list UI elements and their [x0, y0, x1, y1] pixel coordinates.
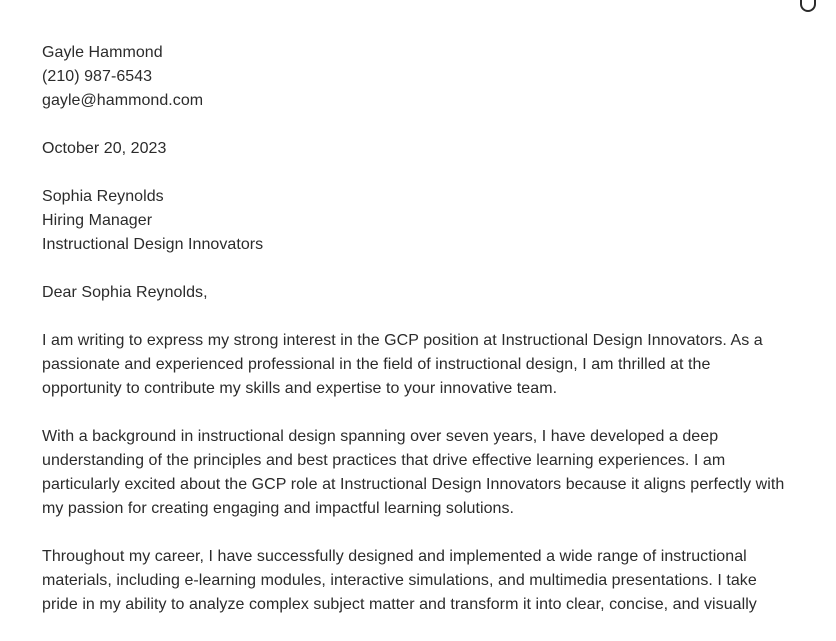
paragraph-line: I am writing to express my strong interest in the GCP position at Instructional Design Innovators. As a	[42, 332, 763, 349]
paragraph-line: understanding of the principles and best practices that drive effective learning experiences. I am	[42, 452, 726, 469]
paragraph-line: With a background in instructional design spanning over seven years, I have developed a deep	[42, 428, 719, 445]
paragraph-line: particularly excited about the GCP role at Instructional Design Innovators because it aligns perfectly with	[42, 476, 785, 493]
paragraph-line: my passion for creating engaging and impactful learning solutions.	[42, 500, 515, 517]
paragraph-line: pride in my ability to analyze complex subject matter and transform it into clear, concise, and visually	[42, 596, 757, 613]
salutation-block	[42, 281, 794, 305]
sender-phone: (210) 987-6543	[42, 68, 153, 85]
recipient-company: Instructional Design Innovators	[42, 236, 264, 253]
recipient-title: Hiring Manager	[42, 212, 153, 229]
paragraph-line: Throughout my career, I have successfully designed and implemented a wide range of instructional	[42, 548, 747, 565]
corner-edge-icon	[800, 0, 816, 12]
sender-block	[42, 41, 794, 113]
recipient-block	[42, 185, 794, 257]
salutation: Dear Sophia Reynolds,	[42, 284, 208, 301]
paragraph-line: passionate and experienced professional in the field of instructional design, I am thrilled at the	[42, 356, 711, 373]
paragraph-line: materials, including e-learning modules, interactive simulations, and multimedia presentations. I take	[42, 572, 757, 589]
recipient-name: Sophia Reynolds	[42, 188, 164, 205]
body-paragraph-1	[42, 329, 794, 401]
body-paragraph-2	[42, 425, 794, 521]
body-paragraph-3	[42, 545, 794, 617]
letter-date: October 20, 2023	[42, 140, 167, 157]
sender-email: gayle@hammond.com	[42, 92, 204, 109]
paragraph-line: opportunity to contribute my skills and expertise to your innovative team.	[42, 380, 558, 397]
cover-letter	[42, 41, 794, 641]
sender-name: Gayle Hammond	[42, 44, 163, 61]
date-block	[42, 137, 794, 161]
